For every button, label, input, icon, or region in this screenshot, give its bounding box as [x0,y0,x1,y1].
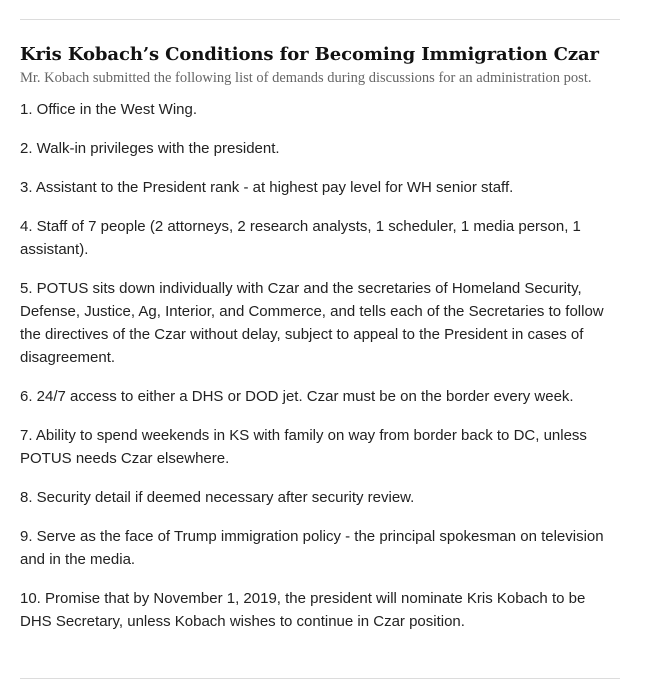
list-item: 1. Office in the West Wing. [20,101,198,118]
demands-list [20,98,620,633]
list-item: 3. Assistant to the President rank - at highest pay level for WH senior staff. [20,179,514,196]
list-item: 10. Promise that by November 1, 2019, the president will nominate Kris Kobach to be DHS Secretary, unless Kobach wishes to continue in Czar position. [20,590,586,630]
top-divider [20,19,620,20]
subhead: Mr. Kobach submitted the following list of demands during discussions for an administration post. [20,70,592,86]
headline: Kris Kobach’s Conditions for Becoming Immigration Czar [20,44,599,65]
list-item: 4. Staff of 7 people (2 attorneys, 2 research analysts, 1 scheduler, 1 media person, 1 assistant). [20,218,581,258]
list-item: 8. Security detail if deemed necessary after security review. [20,489,415,506]
bottom-divider [20,678,620,679]
article [20,0,620,649]
list-item: 6. 24/7 access to either a DHS or DOD jet. Czar must be on the border every week. [20,388,574,405]
list-item: 2. Walk-in privileges with the president. [20,140,280,157]
list-item: 7. Ability to spend weekends in KS with family on way from border back to DC, unless POTUS needs Czar elsewhere. [20,427,587,467]
list-item: 9. Serve as the face of Trump immigration policy - the principal spokesman on television and in the media. [20,528,604,568]
list-item: 5. POTUS sits down individually with Czar and the secretaries of Homeland Security, Defense, Justice, Ag, Interior, and Commerce, and tells each of the Secretaries to follow the directives of the Czar without delay, subject to appeal to the President in cases of disagreement. [20,280,604,366]
